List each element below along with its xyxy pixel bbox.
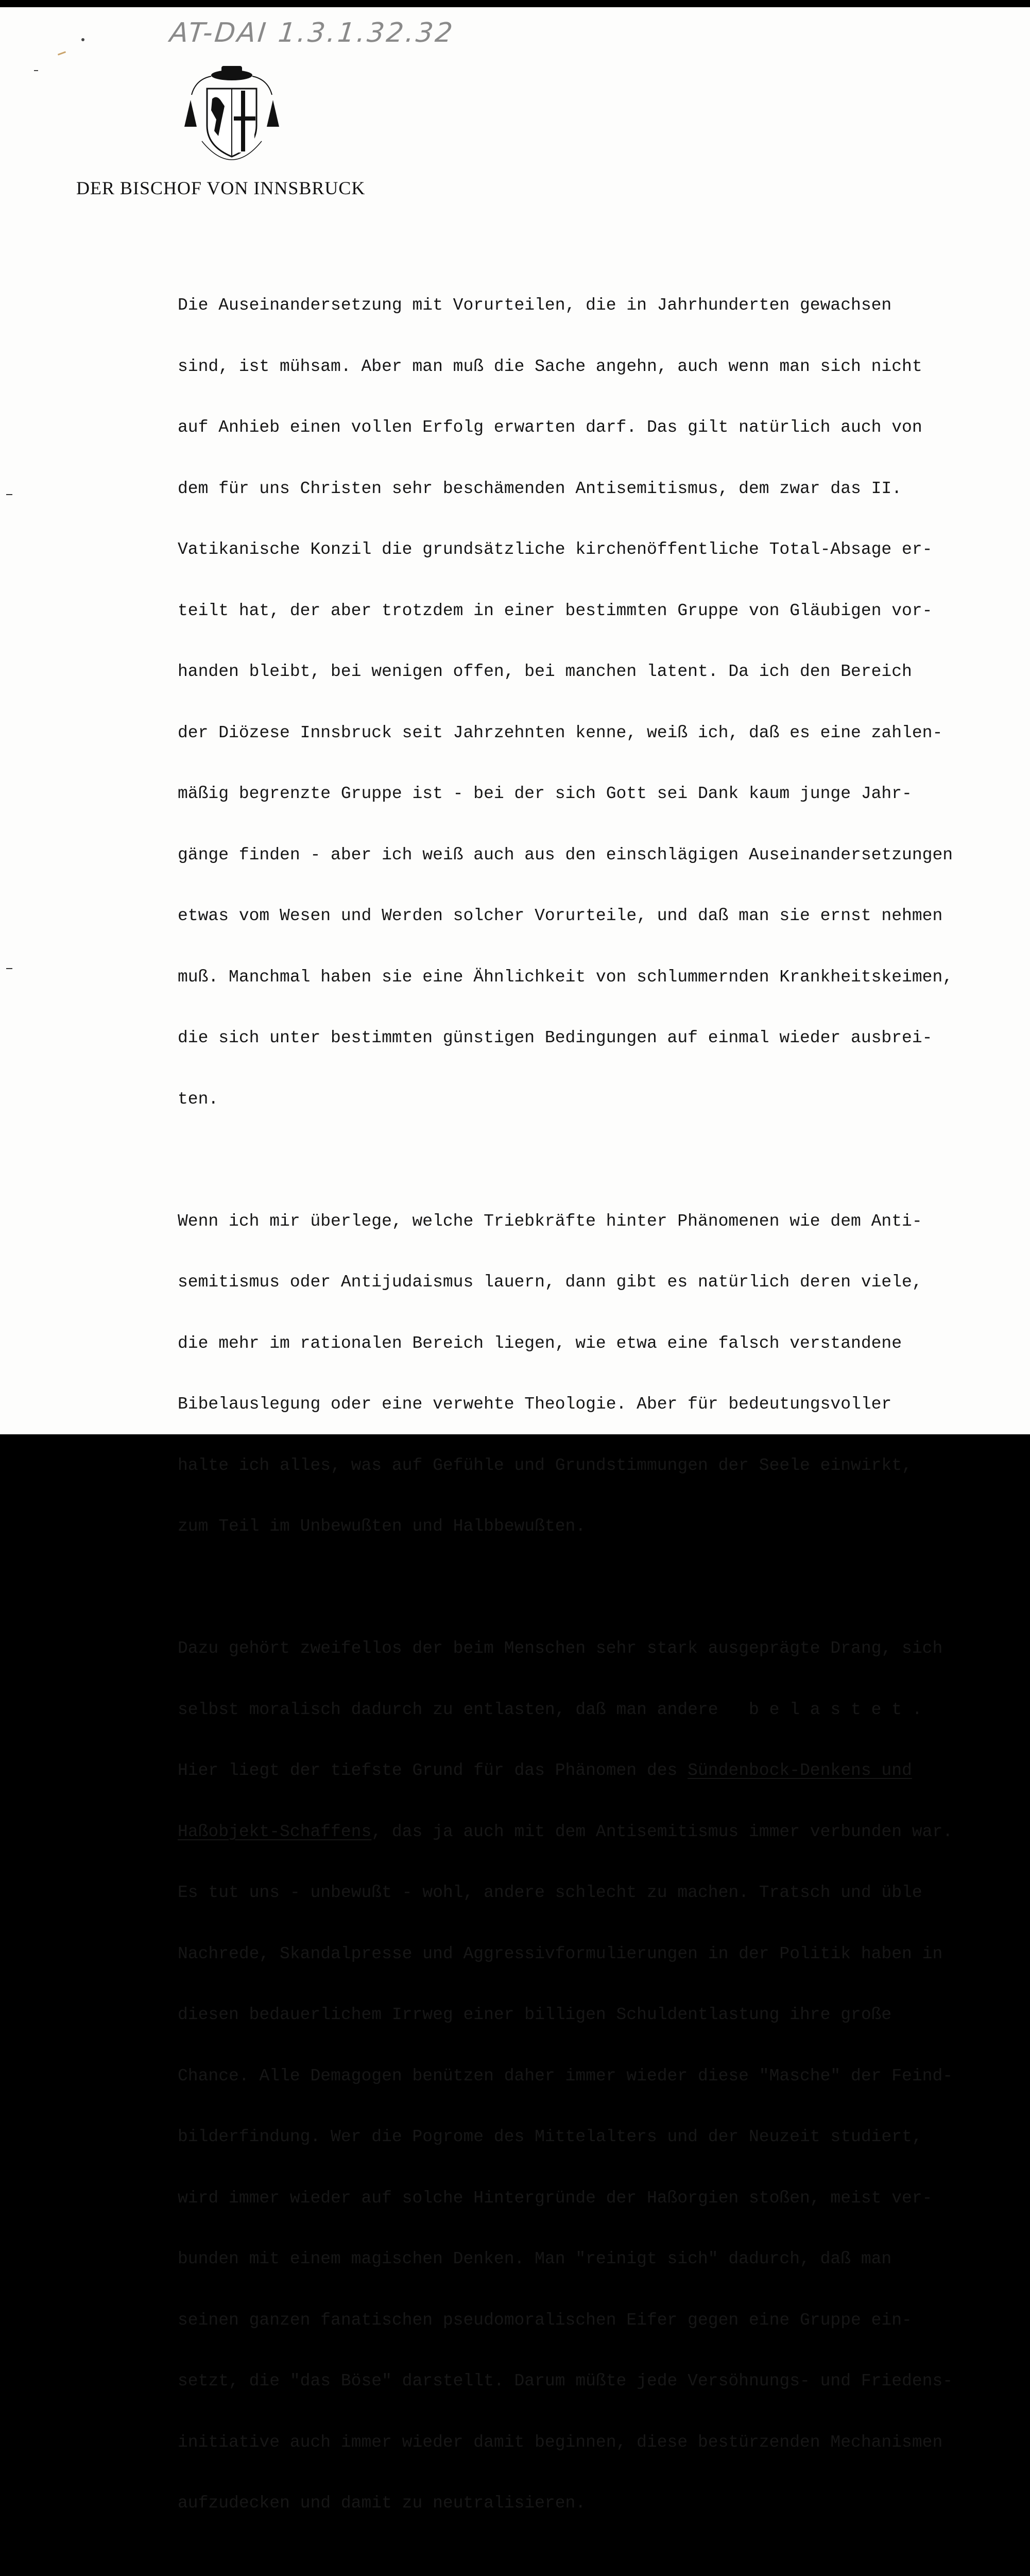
text-line: etwas vom Wesen und Werden solcher Vorurteile, und daß man sie ernst nehmen [178,906,943,925]
text-line: muß. Manchmal haben sie eine Ähnlichkeit von schlummernden Krankheitskeimen, [178,967,953,987]
text-line: aufzudecken und damit zu neutralisieren. [178,2494,586,2513]
text-line: zum Teil im Unbewußten und Halbbewußten. [178,1517,586,1536]
text-line: initiative auch immer wieder damit beginnen, diese bestürzenden Mechanismen [178,2432,943,2452]
text-line: Wenn ich mir überlege, welche Triebkräfte hinter Phänomenen wie dem Anti- [178,1211,922,1231]
text-line: sind, ist mühsam. Aber man muß die Sache angehn, auch wenn man sich nicht [178,357,922,376]
text-line: mäßig begrenzte Gruppe ist - bei der sich Gott sei Dank kaum junge Jahr- [178,784,912,803]
letter-page [0,7,1030,2513]
letter-body [178,255,1002,2576]
edge-mark [6,494,12,495]
text-line: Bibelauslegung oder eine verwehte Theologie. Aber für bedeutungsvoller [178,1395,892,1414]
margin-speck [34,70,38,71]
text-line: selbst moralisch dadurch zu entlasten, daß man andere b e l a s t e t . [178,1700,922,1719]
text-line: setzt, die "das Böse" darstellt. Darum müßte jede Versöhnungs- und Friedens- [178,2371,953,2391]
margin-speck [58,51,66,55]
diocese-crest-icon [180,59,283,177]
text-line: bunden mit einem magischen Denken. Man "reinigt sich" dadurch, daß man [178,2249,892,2268]
text-line: teilt hat, der aber trotzdem in einer bestimmten Gruppe von Gläubigen vor- [178,601,933,620]
underlined-phrase: Haßobjekt-Schaffens [178,1822,372,1841]
margin-speck [81,38,84,41]
text-line: bilderfindung. Wer die Pogrome des Mittelalters und der Neuzeit studiert, [178,2127,922,2146]
text-line: seinen ganzen fanatischen pseudomoralischen Eifer gegen eine Gruppe ein- [178,2310,912,2330]
paragraph-2 [178,1171,1002,1578]
text-line: Haßobjekt-Schaffens, das ja auch mit dem Antisemitismus immer verbunden war. [178,1822,953,1841]
paragraph-3 [178,1598,1002,2554]
underlined-phrase: Sündenbock-Denkens und [688,1761,912,1780]
letterhead-title: DER BISCHOF VON INNSBRUCK [76,178,366,198]
text-line: gänge finden - aber ich weiß auch aus den einschlägigen Auseinandersetzungen [178,845,953,865]
text-line: wird immer wieder auf solche Hintergründe der Haßorgien stoßen, meist ver- [178,2188,933,2208]
text-line: ten. [178,1089,219,1109]
archive-reference: AT-DAI 1.3.1.32.32 [168,18,456,48]
paragraph-1 [178,255,1002,1150]
text-line: die mehr im rationalen Bereich liegen, wie etwa eine falsch verstandene [178,1333,902,1353]
text-line: dem für uns Christen sehr beschämenden Antisemitismus, dem zwar das II. [178,479,902,498]
text-line: Hier liegt der tiefste Grund für das Phänomen des Sündenbock-Denkens und [178,1761,912,1780]
text-line: die sich unter bestimmten günstigen Bedingungen auf einmal wieder ausbrei- [178,1028,933,1047]
text-line: handen bleibt, bei wenigen offen, bei manchen latent. Da ich den Bereich [178,662,912,681]
text-line: diesen bedauerlichem Irrweg einer billigen Schuldentlastung ihre große [178,2005,892,2024]
text-line: Chance. Alle Demagogen benützen daher immer wieder diese "Masche" der Feind- [178,2066,953,2086]
text-line: auf Anhieb einen vollen Erfolg erwarten darf. Das gilt natürlich auch von [178,418,922,437]
text-line: Die Auseinandersetzung mit Vorurteilen, die in Jahrhunderten gewachsen [178,296,892,315]
edge-mark [6,968,12,969]
text-line: Es tut uns - unbewußt - wohl, andere schlecht zu machen. Tratsch und üble [178,1883,922,1902]
text-line: halte ich alles, was auf Gefühle und Grundstimmungen der Seele einwirkt, [178,1455,912,1475]
text-line: Vatikanische Konzil die grundsätzliche kirchenöffentliche Total-Absage er- [178,540,933,559]
text-line: semitismus oder Antijudaismus lauern, dann gibt es natürlich deren viele, [178,1273,922,1292]
text-line: der Diözese Innsbruck seit Jahrzehnten kenne, weiß ich, daß es eine zahlen- [178,723,943,742]
text-line: Dazu gehört zweifellos der beim Menschen sehr stark ausgeprägte Drang, sich [178,1639,943,1658]
text-line: Nachrede, Skandalpresse und Aggressivformulierungen in der Politik haben in [178,1944,943,1963]
